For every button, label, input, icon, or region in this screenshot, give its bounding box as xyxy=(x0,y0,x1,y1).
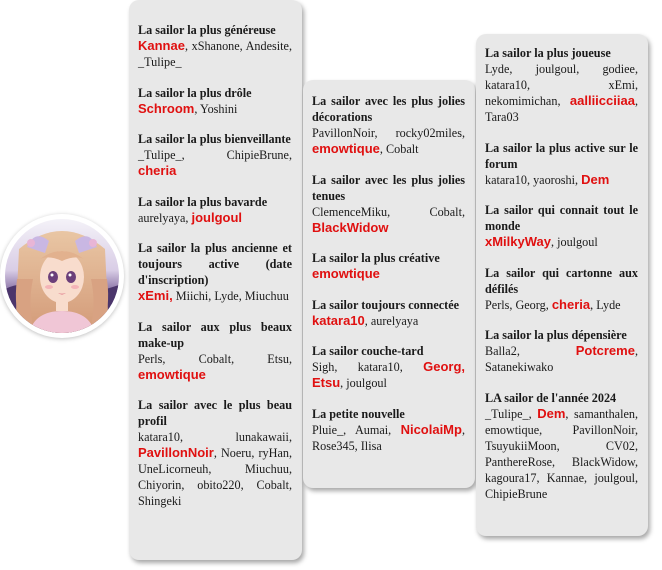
nominee-name: Lyde xyxy=(596,297,621,312)
nominee-list: aurelyaya, joulgoul xyxy=(138,209,243,225)
award-block xyxy=(138,397,292,509)
winner-name: Dem xyxy=(581,171,610,187)
awards-column-1 xyxy=(129,0,302,560)
award-title: La sailor qui cartonne aux défilés xyxy=(485,265,638,296)
nominee-name: samanthalen xyxy=(574,406,635,421)
nominee-list: _Tulipe_, Dem, samanthalen, emowtique, PavillonNoir, TsuyukiiMoon, CV02, PanthereRose, BlackWidow, kagoura17, Kannae, joulgoul, ChipieBrune xyxy=(485,405,639,501)
nominee-name: Kannae xyxy=(546,470,584,485)
award-block xyxy=(138,319,292,383)
nominee-list: ClemenceMiku, Cobalt, BlackWidow xyxy=(312,204,465,235)
winner-name: PavillonNoir xyxy=(138,445,214,460)
nominee-name: Rose345 xyxy=(312,438,355,453)
award-block xyxy=(485,327,638,375)
nominee-list: Balla2, Potcreme, Satanekiwako xyxy=(485,343,638,374)
award-title: La sailor avec les plus jolies tenues xyxy=(312,172,465,203)
nominee-name: Sigh xyxy=(312,360,335,374)
profile-avatar xyxy=(0,214,124,338)
nominee-name: Aumai xyxy=(354,422,389,437)
nominee-name: CV02 xyxy=(605,438,635,453)
award-title: La sailor avec le plus beau profil xyxy=(138,398,292,428)
winner-name: cheria xyxy=(551,296,591,312)
winner-name: emowtique xyxy=(312,266,380,281)
awards-column-3 xyxy=(476,34,648,536)
nominee-name: Lyde xyxy=(214,289,239,303)
award-block xyxy=(485,140,638,188)
award-title: La sailor la plus active sur le forum xyxy=(485,140,638,171)
nominee-list: katara10, yaoroshi, Dem xyxy=(485,171,610,187)
nominee-name: Tara03 xyxy=(485,110,519,124)
nominee-name: TsuyukiiMoon xyxy=(485,438,557,453)
award-block xyxy=(312,93,465,157)
nominee-name: katara10 xyxy=(485,78,527,92)
award-block xyxy=(312,250,465,282)
nominee-name: ryHan xyxy=(258,446,289,460)
nominee-name: emowtique xyxy=(485,422,540,437)
nominee-name: Chiyorin xyxy=(138,478,182,492)
nominee-name: Yoshini xyxy=(200,101,238,116)
nominee-name: obito220 xyxy=(197,478,241,492)
award-block xyxy=(138,85,292,117)
nominee-name: Miuchuu xyxy=(244,462,289,476)
nominee-list: Kannae, xShanone, Andesite, _Tulipe_ xyxy=(138,38,292,69)
award-title: La petite nouvelle xyxy=(312,406,405,421)
nominee-name: Lyde xyxy=(485,62,510,76)
nominee-name: yaoroshi xyxy=(533,172,576,187)
nominee-name: Perls xyxy=(485,297,510,312)
nominee-name: kagoura17 xyxy=(485,470,537,485)
nominee-name: aurelyaya xyxy=(370,313,419,328)
nominee-name: Cobalt xyxy=(198,351,232,366)
nominee-name: Shingeki xyxy=(138,494,182,508)
award-block xyxy=(485,390,638,502)
nominee-name: BlackWidow xyxy=(571,454,635,469)
nominee-name: Miuchuu xyxy=(244,289,289,303)
award-block xyxy=(138,22,292,70)
nominee-name: _Tulipe_ xyxy=(138,148,182,162)
nominee-list: xMilkyWay, joulgoul xyxy=(485,234,598,249)
winner-name: BlackWidow xyxy=(312,219,389,235)
nominee-name: xShanone xyxy=(191,39,240,53)
winner-name: joulgoul xyxy=(191,209,243,225)
nominee-name: lunakawaii xyxy=(235,430,289,444)
nominee-list xyxy=(312,266,465,282)
nominee-list: _Tulipe_, ChipieBrune, cheria xyxy=(138,148,292,178)
winner-name: Potcreme xyxy=(575,343,635,358)
winner-name: Kannae xyxy=(138,38,185,53)
award-block xyxy=(312,297,465,329)
nominee-name: rocky02miles xyxy=(395,126,462,140)
nominee-name: katara10 xyxy=(485,172,527,187)
nominee-name: ClemenceMiku xyxy=(312,204,388,219)
nominee-list: xEmi, Miichi, Lyde, Miuchuu xyxy=(138,288,289,303)
nominee-name: joulgoul xyxy=(346,376,387,390)
award-block xyxy=(485,202,638,250)
winner-name: Dem xyxy=(537,405,566,421)
winner-name: cheria xyxy=(138,163,177,178)
nominee-list: Lyde, joulgoul, godiee, katara10, xEmi, nekomimichan, aalliicciiaa, Tara03 xyxy=(485,62,638,124)
nominee-list: Sigh, katara10, Georg, Etsu, joulgoul xyxy=(312,359,466,390)
nominee-name: ChipieBrune xyxy=(226,148,289,162)
nominee-name: Georg xyxy=(515,297,546,312)
winner-name: emowtique xyxy=(312,141,380,156)
nominee-name: xEmi xyxy=(608,78,635,92)
award-title: La sailor qui connait tout le monde xyxy=(485,203,638,233)
nominee-name: _Tulipe_ xyxy=(485,406,529,421)
nominee-name: _Tulipe_ xyxy=(138,55,182,69)
nominee-list: katara10, aurelyaya xyxy=(312,312,419,328)
nominee-name: aurelyaya xyxy=(138,210,186,225)
nominee-name: PavillonNoir xyxy=(572,422,635,437)
nominee-list: Schroom, Yoshini xyxy=(138,100,238,116)
nominee-name: PanthereRose xyxy=(485,454,553,469)
anime-doll-avatar-icon xyxy=(5,219,119,333)
winner-name: katara10 xyxy=(312,312,365,328)
award-title: La sailor aux plus beaux make-up xyxy=(138,319,292,350)
nominee-name: Pluie_ xyxy=(312,422,344,437)
award-title: La sailor la plus bienveillante xyxy=(138,132,291,146)
nominee-list: katara10, lunakawaii, PavillonNoir, Noeru, ryHan, UneLicorneuh, Miuchuu, Chiyorin, obito220, Cobalt, Shingeki xyxy=(138,430,293,508)
nominee-name: katara10 xyxy=(138,430,180,444)
award-title: La sailor couche-tard xyxy=(312,344,424,358)
nominee-name: Balla2 xyxy=(485,344,517,358)
nominee-list: Pluie_, Aumai, NicolaiMp, Rose345, Ilisa xyxy=(312,421,466,453)
awards-column-2 xyxy=(303,80,475,488)
winner-name: Schroom xyxy=(138,100,195,116)
nominee-name: PavillonNoir xyxy=(312,126,375,140)
nominee-name: Etsu xyxy=(267,351,289,366)
nominee-name: Satanekiwako xyxy=(485,360,554,374)
winner-name: xMilkyWay xyxy=(485,234,551,249)
award-title: La sailor la plus drôle xyxy=(138,85,252,100)
winner-name: Georg, Etsu xyxy=(312,359,466,390)
nominee-name: Cobalt xyxy=(429,204,462,219)
award-block xyxy=(312,343,465,391)
nominee-name: Ilisa xyxy=(360,438,382,453)
nominee-name: joulgoul xyxy=(535,62,577,76)
nominee-list: Perls, Cobalt, Etsu, emowtique xyxy=(138,351,292,382)
nominee-list: PavillonNoir, rocky02miles, emowtique, Cobalt xyxy=(312,126,465,156)
nominee-name: Perls xyxy=(138,351,163,366)
award-block xyxy=(485,265,638,313)
nominee-name: joulgoul xyxy=(594,470,635,485)
nominee-name: ChipieBrune xyxy=(485,486,548,501)
award-title: La sailor la plus créative xyxy=(312,251,440,265)
award-title: La sailor la plus ancienne et toujours active (date d'inscription) xyxy=(138,241,292,287)
award-title: La sailor avec les plus jolies décorations xyxy=(312,94,465,124)
nominee-name: nekomimichan xyxy=(485,94,558,108)
nominee-name: Noeru xyxy=(220,446,252,460)
nominee-name: godiee xyxy=(602,62,635,76)
nominee-name: Miichi xyxy=(175,289,209,303)
award-title: La sailor la plus joueuse xyxy=(485,46,611,60)
award-title: La sailor la plus dépensière xyxy=(485,328,627,342)
winner-name: NicolaiMp xyxy=(400,421,462,437)
award-title: La sailor toujours connectée xyxy=(312,297,460,312)
nominee-name: Cobalt xyxy=(256,478,289,492)
award-block xyxy=(138,194,292,226)
winner-name: emowtique xyxy=(138,366,206,382)
nominee-name: Andesite xyxy=(245,39,289,53)
award-title: La sailor la plus bavarde xyxy=(138,194,268,209)
nominee-list: Perls, Georg, cheria, Lyde xyxy=(485,296,621,312)
award-title: La sailor la plus généreuse xyxy=(138,23,276,37)
award-title: LA sailor de l'année 2024 xyxy=(485,390,617,405)
award-block xyxy=(138,131,292,179)
nominee-name: Cobalt xyxy=(386,142,419,156)
award-block xyxy=(485,45,638,125)
award-block xyxy=(312,406,465,454)
nominee-name: UneLicorneuh xyxy=(138,462,209,476)
award-block xyxy=(312,172,465,236)
winner-name: aalliicciiaa xyxy=(569,93,635,108)
winner-name: xEmi, xyxy=(138,288,173,303)
nominee-name: katara10 xyxy=(357,360,400,374)
award-block xyxy=(138,240,292,304)
nominee-name: joulgoul xyxy=(557,235,598,249)
